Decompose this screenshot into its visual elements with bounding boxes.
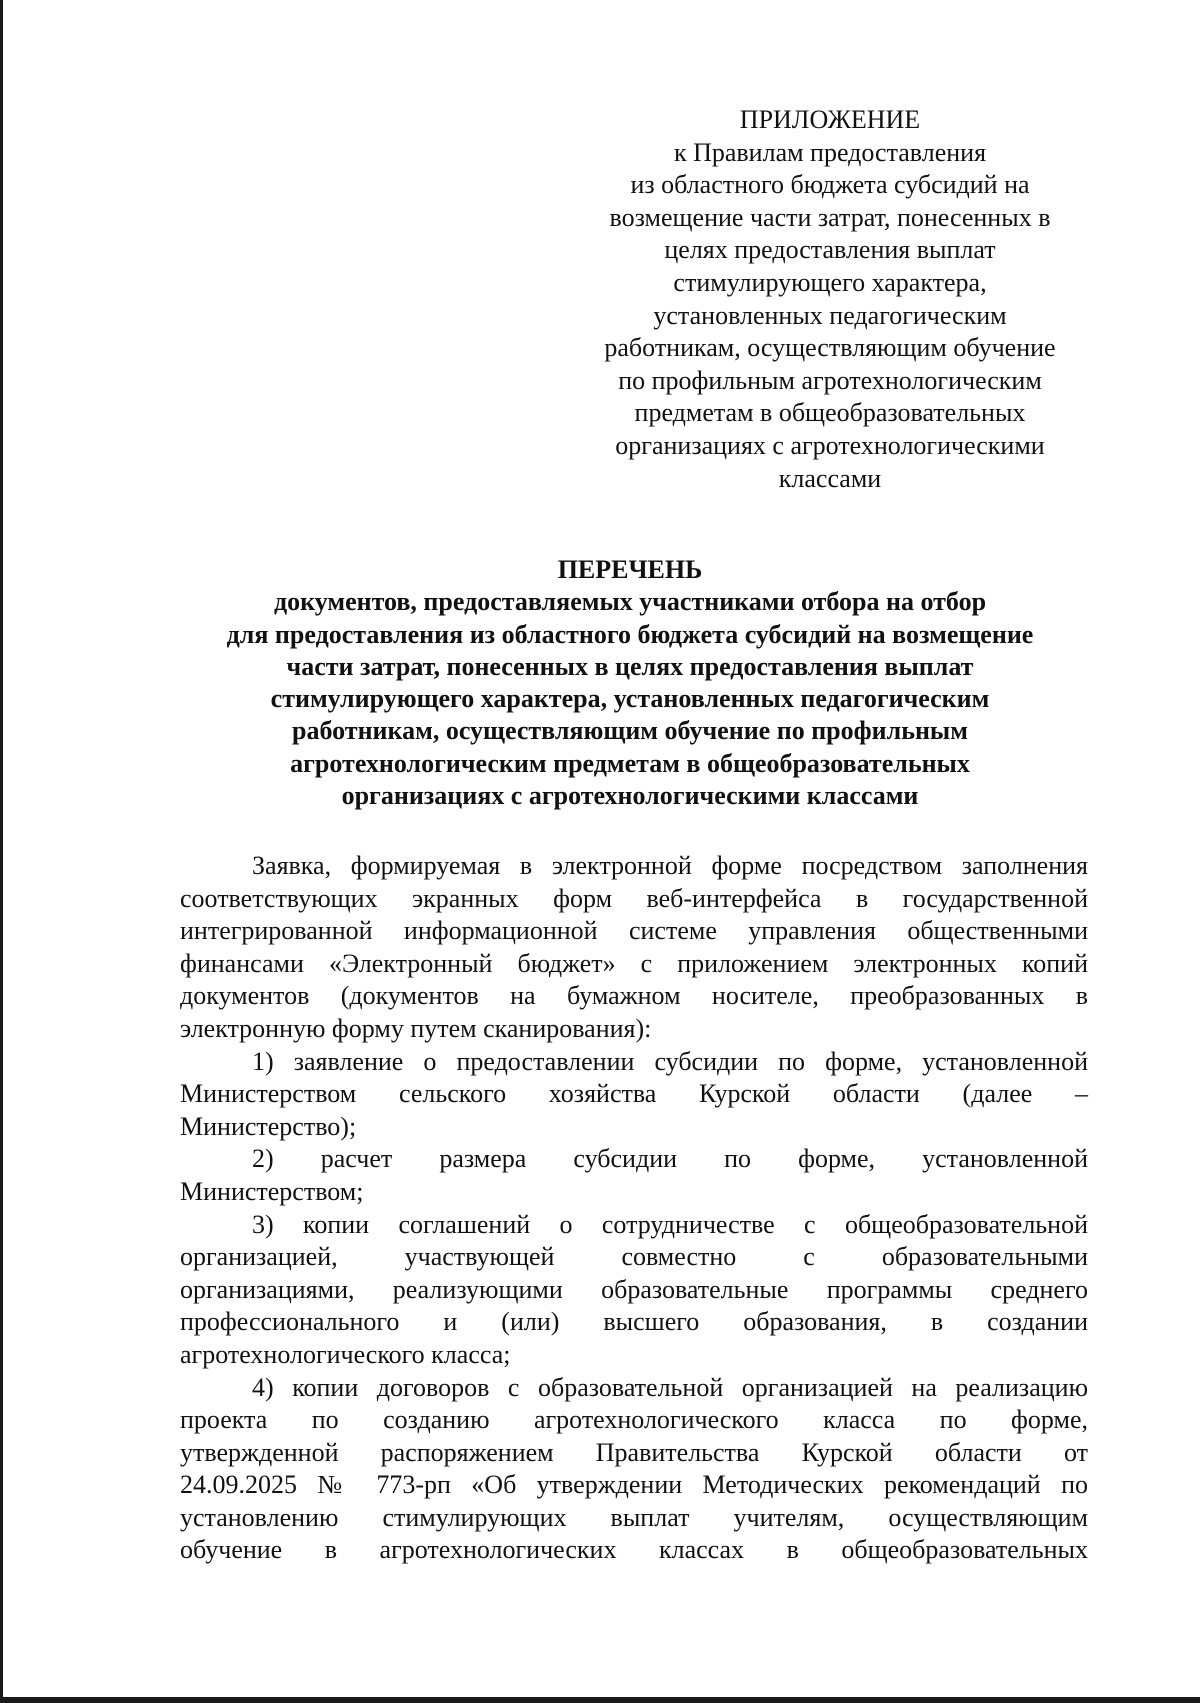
heading-line: агротехнологическим предметам в общеобразовательных xyxy=(290,748,970,778)
appendix-line: работникам, осуществляющим обучение xyxy=(604,333,1056,363)
body-line: организациями, реализующими образовательные программы среднего xyxy=(180,1274,1088,1304)
body-line: утвержденной распоряжением Правительства Курской области от xyxy=(180,1437,1088,1467)
heading-line: организациях с агротехнологическими классами xyxy=(341,781,919,811)
scan-edge-left xyxy=(0,0,3,1703)
appendix-block xyxy=(560,104,1100,495)
body-line: 24.09.2025 № 773-рп «Об утверждении Методических рекомендаций по xyxy=(180,1470,1088,1500)
heading-title: ПЕРЕЧЕНЬ xyxy=(557,555,703,584)
body-line: обучение в агротехнологических классах в общеобразовательных xyxy=(180,1535,1088,1565)
list-item-2: 2) расчет размера субсидии по форме, установленной xyxy=(252,1144,1088,1174)
appendix-line: по профильным агротехнологическим xyxy=(618,365,1042,395)
body-line: установлению стимулирующих выплат учителям, осуществляющим xyxy=(180,1502,1088,1532)
appendix-line: целях предоставления выплат xyxy=(664,235,996,265)
document-body xyxy=(180,850,1088,1567)
body-line: Министерством сельского хозяйства Курской области (далее – xyxy=(180,1079,1088,1109)
body-line: документов (документов на бумажном носителе, преобразованных в xyxy=(180,981,1088,1011)
body-line: финансами «Электронный бюджет» с приложением электронных копий xyxy=(180,948,1088,978)
appendix-line: предметам в общеобразовательных xyxy=(634,398,1026,428)
list-item-3: 3) копии соглашений о сотрудничестве с общеобразовательной xyxy=(252,1209,1088,1239)
body-line: интегрированной информационной системе управления общественными xyxy=(180,916,1088,946)
body-line: электронную форму путем сканирования): xyxy=(180,1013,652,1043)
body-line: профессионального и (или) высшего образования, в создании xyxy=(180,1307,1088,1337)
appendix-line: стимулирующего характера, xyxy=(673,267,987,297)
heading-line: документов, предоставляемых участниками отбора на отбор xyxy=(273,587,987,617)
document-heading xyxy=(150,554,1110,812)
body-line: Заявка, формируемая в электронной форме посредством заполнения xyxy=(252,851,1088,880)
scan-edge-bottom xyxy=(0,1697,1200,1703)
appendix-line: возмещение части затрат, понесенных в xyxy=(609,202,1051,232)
list-item-4: 4) копии договоров с образовательной организацией на реализацию xyxy=(252,1372,1088,1402)
body-line: Министерство); xyxy=(180,1111,357,1141)
list-item-1: 1) заявление о предоставлении субсидии по форме, установленной xyxy=(252,1046,1088,1076)
heading-line: части затрат, понесенных в целях предоставления выплат xyxy=(286,651,974,681)
body-line: Министерством; xyxy=(180,1176,364,1206)
appendix-line: организациях с агротехнологическими xyxy=(615,430,1045,460)
appendix-line: классами xyxy=(778,463,882,493)
body-line: соответствующих экранных форм веб-интерфейса в государственной xyxy=(180,883,1088,913)
body-line: организацией, участвующей совместно с образовательными xyxy=(180,1242,1088,1272)
heading-line: работникам, осуществляющим обучение по профильным xyxy=(292,716,968,746)
heading-line: для предоставления из областного бюджета субсидий на возмещение xyxy=(226,619,1034,649)
body-line: проекта по созданию агротехнологического класса по форме, xyxy=(180,1405,1088,1435)
appendix-title: ПРИЛОЖЕНИЕ xyxy=(739,105,921,134)
body-line: агротехнологического класса; xyxy=(180,1339,511,1369)
appendix-line: установленных педагогическим xyxy=(653,300,1007,330)
appendix-line: из областного бюджета субсидий на xyxy=(630,170,1030,200)
appendix-line: к Правилам предоставления xyxy=(673,137,987,167)
heading-line: стимулирующего характера, установленных педагогическим xyxy=(270,684,990,714)
